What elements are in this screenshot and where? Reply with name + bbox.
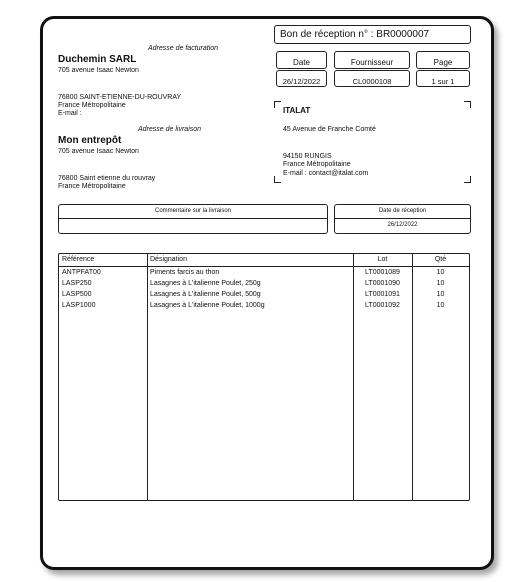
- table-row-designation: Lasagnes à L'italienne Poulet, 250g: [150, 280, 261, 287]
- corner-mark-top-left: [274, 101, 281, 108]
- page-value: 1 sur 1: [431, 77, 455, 86]
- table-row-qty: 10: [436, 302, 445, 309]
- date-label: Date: [293, 58, 310, 67]
- vendor-city: 94150 RUNGIS: [283, 153, 332, 160]
- table-row-qty: 10: [436, 280, 445, 287]
- delivery-city: 76800 Saint etienne du rouvray: [58, 175, 156, 182]
- supplier-label: Fournisseur: [350, 58, 394, 67]
- reception-label: Date de réception: [378, 208, 427, 214]
- reception-box: [334, 204, 471, 234]
- corner-mark-top-right: [464, 101, 471, 108]
- header-lot: Lot: [377, 256, 388, 263]
- date-value: 26/12/2022: [282, 77, 321, 86]
- document-title: Bon de réception n° : BR0000007: [280, 29, 430, 40]
- document-title-box: [274, 25, 471, 44]
- vendor-email: E-mail : contact@italat.com: [283, 170, 369, 177]
- supplier-value: CL0000108: [352, 77, 392, 86]
- supplier-value-box: [334, 70, 410, 87]
- items-table: [58, 253, 470, 501]
- billing-street: 705 avenue Isaac Newton: [58, 67, 139, 74]
- table-row-ref: LASP500: [62, 291, 92, 298]
- billing-email: E-mail :: [58, 110, 82, 117]
- vendor-region: France Métropolitaine: [283, 161, 351, 168]
- table-row-lot: LT0001091: [365, 291, 400, 298]
- billing-heading: Adresse de facturation: [148, 45, 219, 52]
- reception-value: 26/12/2022: [387, 222, 418, 228]
- table-row-ref: LASP1000: [62, 302, 96, 309]
- vendor-name: ITALAT: [283, 106, 311, 115]
- table-row-lot: LT0001090: [365, 280, 400, 287]
- header-designation: Désignation: [150, 256, 187, 263]
- corner-mark-bottom-left: [274, 176, 281, 183]
- column-divider: [147, 254, 148, 500]
- table-row-qty: 10: [436, 291, 445, 298]
- comment-divider: [59, 218, 327, 219]
- corner-mark-bottom-right: [464, 176, 471, 183]
- page-header-box: [416, 51, 470, 69]
- header-divider: [59, 266, 469, 267]
- header-qty: Qté: [434, 256, 447, 263]
- billing-name: Duchemin SARL: [58, 54, 137, 65]
- table-row-ref: ANTPFAT00: [62, 269, 101, 276]
- billing-region: France Métropolitaine: [58, 102, 126, 109]
- date-header-box: [276, 51, 327, 69]
- table-row-designation: Piments farcis au thon: [150, 269, 220, 276]
- table-row-lot: LT0001089: [365, 269, 400, 276]
- comment-box: [58, 204, 328, 234]
- comment-label: Commentaire sur la livraison: [154, 208, 232, 214]
- delivery-name: Mon entrepôt: [58, 135, 122, 146]
- page-value-box: [416, 70, 470, 87]
- table-row-designation: Lasagnes à L'italienne Poulet, 500g: [150, 291, 261, 298]
- delivery-street: 705 avenue Isaac Newton: [58, 148, 139, 155]
- reception-divider: [335, 218, 470, 219]
- billing-city: 76800 SAINT-ETIENNE-DU-ROUVRAY: [58, 94, 182, 101]
- delivery-heading: Adresse de livraison: [138, 126, 202, 133]
- date-value-box: [276, 70, 327, 87]
- table-row-lot: LT0001092: [365, 302, 400, 309]
- table-row-designation: Lasagnes à L'italienne Poulet, 1000g: [150, 302, 265, 309]
- vendor-street: 45 Avenue de Franche Comté: [283, 126, 376, 133]
- supplier-header-box: [334, 51, 410, 69]
- header-reference: Référence: [62, 256, 95, 263]
- table-row-ref: LASP250: [62, 280, 92, 287]
- delivery-region: France Métropolitaine: [58, 183, 126, 190]
- table-row-qty: 10: [436, 269, 445, 276]
- page-label: Page: [433, 58, 453, 67]
